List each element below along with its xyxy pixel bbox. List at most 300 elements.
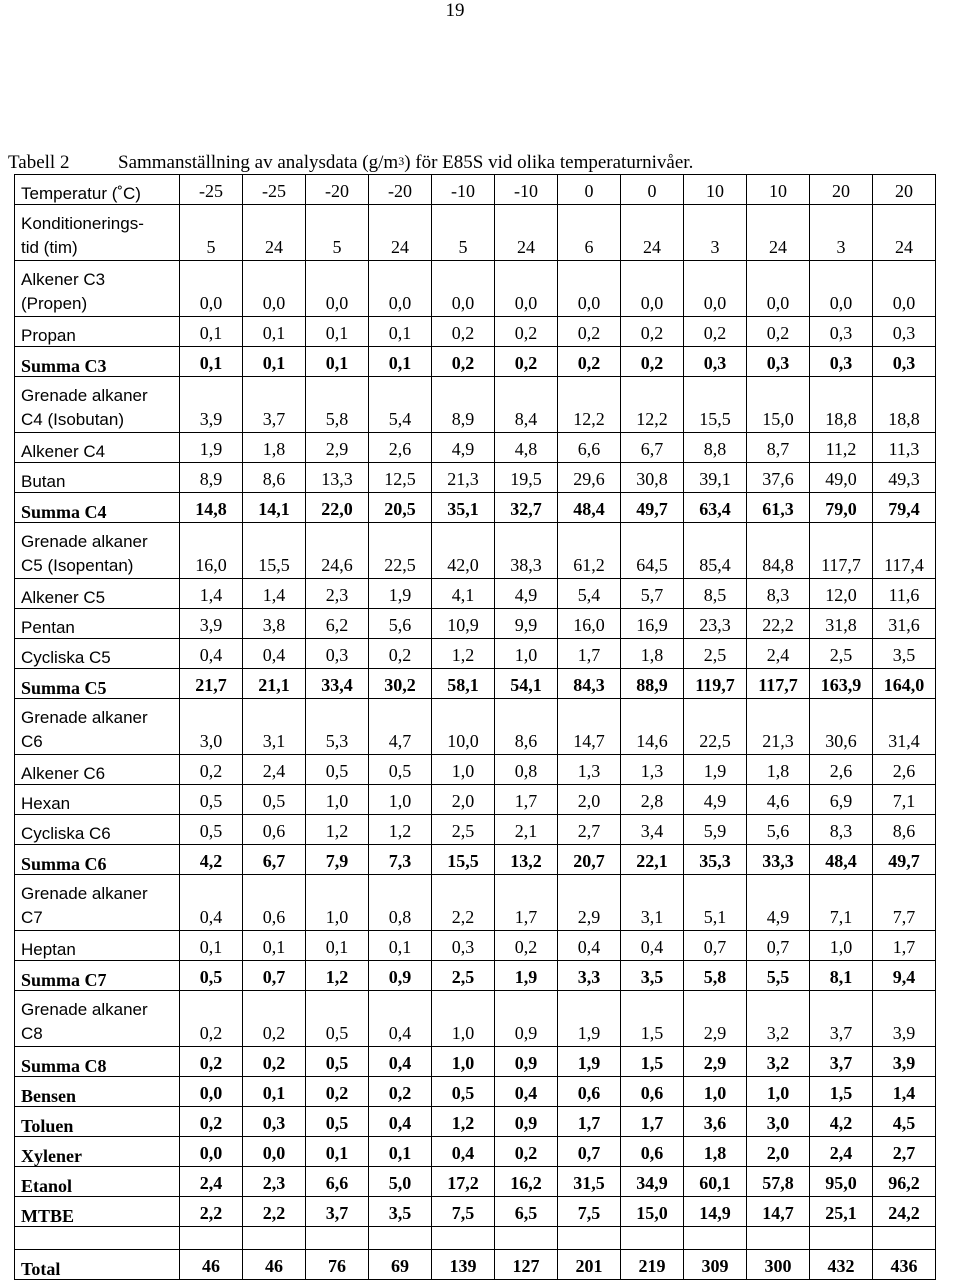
table-row: [15, 1197, 936, 1227]
table-cell: 0,4: [369, 991, 432, 1047]
table-cell: 0,5: [180, 815, 243, 845]
table-cell: 14,9: [684, 1197, 747, 1227]
table-row: [15, 317, 936, 347]
row-label: Etanol: [15, 1167, 180, 1197]
table-cell: 34,9: [621, 1167, 684, 1197]
table-cell: 6,6: [558, 433, 621, 463]
spacer-cell: [369, 1227, 432, 1250]
table-cell: 7,1: [810, 875, 873, 931]
table-cell: 31,5: [558, 1167, 621, 1197]
table-row: [15, 845, 936, 875]
row-label: Hexan: [15, 785, 180, 815]
total-cell: 127: [495, 1250, 558, 1280]
total-cell: 46: [180, 1250, 243, 1280]
total-cell: 309: [684, 1250, 747, 1280]
header-temperature-cell: -10: [432, 175, 495, 205]
table-cell: 3,3: [558, 961, 621, 991]
table-cell: 30,8: [621, 463, 684, 493]
spacer-cell: [621, 1227, 684, 1250]
table-cell: 0,1: [306, 317, 369, 347]
table-cell: 11,6: [873, 579, 936, 609]
table-cell: 12,0: [810, 579, 873, 609]
table-cell: 1,9: [684, 755, 747, 785]
table-cell: 5,9: [684, 815, 747, 845]
table-cell: 0,2: [180, 1107, 243, 1137]
table-row: [15, 377, 936, 433]
header-temperature-cell: -10: [495, 175, 558, 205]
table-cell: 117,7: [810, 523, 873, 579]
table-cell: 10,0: [432, 699, 495, 755]
row-label-line: Grenade alkaner: [21, 386, 148, 405]
row-label: Pentan: [15, 609, 180, 639]
table-cell: 1,5: [810, 1077, 873, 1107]
header-time-cell: 24: [243, 205, 306, 261]
table-row: [15, 493, 936, 523]
table-cell: 3,1: [243, 699, 306, 755]
table-cell: 0,3: [873, 347, 936, 377]
table-cell: 1,0: [432, 1047, 495, 1077]
table-cell: 1,8: [684, 1137, 747, 1167]
table-row: [15, 433, 936, 463]
table-cell: 2,8: [621, 785, 684, 815]
table-cell: 22,5: [369, 523, 432, 579]
table-cell: 0,1: [369, 931, 432, 961]
row-label: Heptan: [15, 931, 180, 961]
table-cell: 20,5: [369, 493, 432, 523]
table-cell: 79,0: [810, 493, 873, 523]
table-cell: 8,4: [495, 377, 558, 433]
table-cell: 21,3: [747, 699, 810, 755]
table-cell: 3,4: [621, 815, 684, 845]
table-cell: 4,5: [873, 1107, 936, 1137]
table-cell: 11,2: [810, 433, 873, 463]
table-cell: 31,8: [810, 609, 873, 639]
table-cell: 2,1: [495, 815, 558, 845]
table-cell: 1,4: [243, 579, 306, 609]
table-cell: 84,3: [558, 669, 621, 699]
table-cell: 0,7: [747, 931, 810, 961]
spacer-cell: [810, 1227, 873, 1250]
row-label: Bensen: [15, 1077, 180, 1107]
table-cell: 1,7: [558, 639, 621, 669]
header-temperature-cell: 0: [558, 175, 621, 205]
table-cell: 0,0: [243, 261, 306, 317]
table-cell: 1,2: [306, 961, 369, 991]
table-cell: 12,2: [621, 377, 684, 433]
table-row: [15, 1167, 936, 1197]
table-cell: 0,0: [747, 261, 810, 317]
table-cell: 0,2: [495, 931, 558, 961]
table-cell: 63,4: [684, 493, 747, 523]
table-cell: 1,7: [495, 785, 558, 815]
header-temperature-cell: 0: [621, 175, 684, 205]
table-cell: 3,7: [243, 377, 306, 433]
table-cell: 5,8: [684, 961, 747, 991]
table-cell: 48,4: [558, 493, 621, 523]
table-cell: 1,9: [180, 433, 243, 463]
table-cell: 0,9: [495, 991, 558, 1047]
table-cell: 61,2: [558, 523, 621, 579]
table-cell: 2,0: [747, 1137, 810, 1167]
table-cell: 0,6: [558, 1077, 621, 1107]
table-cell: 0,7: [558, 1137, 621, 1167]
row-label-line: Grenade alkaner: [21, 708, 148, 727]
table-cell: 14,1: [243, 493, 306, 523]
table-cell: 0,5: [180, 785, 243, 815]
header-time-cell: 5: [180, 205, 243, 261]
table-cell: 0,5: [306, 1107, 369, 1137]
table-cell: 0,4: [432, 1137, 495, 1167]
header-temperature-cell: 10: [747, 175, 810, 205]
total-cell: 139: [432, 1250, 495, 1280]
table-row: [15, 579, 936, 609]
table-cell: 0,2: [747, 317, 810, 347]
table-cell: 10,9: [432, 609, 495, 639]
table-cell: 0,0: [810, 261, 873, 317]
table-cell: 2,5: [432, 961, 495, 991]
table-cell: 3,7: [306, 1197, 369, 1227]
table-cell: 24,6: [306, 523, 369, 579]
table-cell: 1,4: [873, 1077, 936, 1107]
table-cell: 0,0: [873, 261, 936, 317]
table-cell: 39,1: [684, 463, 747, 493]
table-cell: 1,9: [558, 991, 621, 1047]
table-caption-text-after: ) för E85S vid olika temperaturnivåer.: [404, 152, 694, 173]
table-cell: 1,0: [684, 1077, 747, 1107]
spacer-cell: [432, 1227, 495, 1250]
total-cell: 436: [873, 1250, 936, 1280]
table-cell: 13,3: [306, 463, 369, 493]
table-cell: 0,5: [180, 961, 243, 991]
table-cell: 3,5: [873, 639, 936, 669]
table-cell: 49,3: [873, 463, 936, 493]
table-row: [15, 639, 936, 669]
table-cell: 0,3: [684, 347, 747, 377]
table-cell: 20,7: [558, 845, 621, 875]
table-row: [15, 669, 936, 699]
table-cell: 2,9: [558, 875, 621, 931]
table-cell: 8,8: [684, 433, 747, 463]
row-label-line: C6: [21, 732, 43, 751]
row-label: Alkener C5: [15, 579, 180, 609]
table-row: [15, 523, 936, 579]
table-cell: 1,2: [432, 639, 495, 669]
table-cell: 0,8: [369, 875, 432, 931]
table-cell: 0,2: [621, 317, 684, 347]
row-label: Cycliska C6: [15, 815, 180, 845]
table-cell: 12,5: [369, 463, 432, 493]
header-time-label-line-2: tid (tim): [21, 238, 78, 257]
table-cell: 22,2: [747, 609, 810, 639]
table-cell: 95,0: [810, 1167, 873, 1197]
table-cell: 2,0: [432, 785, 495, 815]
total-cell: 432: [810, 1250, 873, 1280]
header-temperature-cell: -20: [306, 175, 369, 205]
table-cell: 24,2: [873, 1197, 936, 1227]
table-row: [15, 961, 936, 991]
table-cell: 2,2: [432, 875, 495, 931]
table-cell: 0,1: [306, 347, 369, 377]
total-cell: 201: [558, 1250, 621, 1280]
table-cell: 0,5: [306, 991, 369, 1047]
table-cell: 4,8: [495, 433, 558, 463]
table-cell: 0,3: [810, 317, 873, 347]
table-cell: 0,5: [306, 755, 369, 785]
table-caption-label: Tabell 2: [8, 152, 70, 173]
table-cell: 1,0: [810, 931, 873, 961]
table-cell: 30,6: [810, 699, 873, 755]
table-cell: 0,2: [684, 317, 747, 347]
table-cell: 2,7: [558, 815, 621, 845]
table-cell: 5,5: [747, 961, 810, 991]
table-cell: 163,9: [810, 669, 873, 699]
header-time-label: [15, 205, 180, 261]
table-cell: 3,1: [621, 875, 684, 931]
table-cell: 0,2: [495, 317, 558, 347]
table-cell: 1,4: [180, 579, 243, 609]
header-time-label-line-1: Konditionerings-: [21, 214, 144, 233]
table-cell: 61,3: [747, 493, 810, 523]
table-cell: 15,5: [684, 377, 747, 433]
table-cell: 18,8: [810, 377, 873, 433]
table-cell: 117,7: [747, 669, 810, 699]
header-temperature-label: Temperatur (˚C): [15, 175, 180, 205]
header-time-cell: 6: [558, 205, 621, 261]
row-label: Summa C5: [15, 669, 180, 699]
table-cell: 48,4: [810, 845, 873, 875]
table-row: [15, 261, 936, 317]
table-cell: 1,9: [495, 961, 558, 991]
table-cell: 0,2: [180, 755, 243, 785]
table-cell: 0,4: [558, 931, 621, 961]
spacer-cell: [684, 1227, 747, 1250]
table-cell: 0,3: [810, 347, 873, 377]
table-cell: 33,3: [747, 845, 810, 875]
table-cell: 1,2: [432, 1107, 495, 1137]
table-cell: 0,2: [495, 1137, 558, 1167]
spacer-cell: [180, 1227, 243, 1250]
table-cell: 0,0: [180, 1137, 243, 1167]
table-cell: 6,6: [306, 1167, 369, 1197]
row-label: [15, 377, 180, 433]
table-cell: 0,2: [621, 347, 684, 377]
table-cell: 1,0: [369, 785, 432, 815]
table-cell: 5,0: [369, 1167, 432, 1197]
table-cell: 8,3: [810, 815, 873, 845]
table-caption: [8, 152, 693, 174]
table-row: [15, 931, 936, 961]
table-cell: 21,3: [432, 463, 495, 493]
spacer-cell: [15, 1227, 180, 1250]
table-cell: 38,3: [495, 523, 558, 579]
table-cell: 7,5: [432, 1197, 495, 1227]
table-cell: 0,0: [432, 261, 495, 317]
table-cell: 7,3: [369, 845, 432, 875]
table-cell: 9,4: [873, 961, 936, 991]
table-cell: 3,0: [747, 1107, 810, 1137]
table-cell: 0,3: [243, 1107, 306, 1137]
table-cell: 3,9: [180, 609, 243, 639]
spacer-cell: [747, 1227, 810, 1250]
table-cell: 0,7: [684, 931, 747, 961]
table-cell: 0,6: [621, 1077, 684, 1107]
table-cell: 6,7: [621, 433, 684, 463]
table-cell: 29,6: [558, 463, 621, 493]
table-row: [15, 755, 936, 785]
table-cell: 1,3: [621, 755, 684, 785]
table-cell: 60,1: [684, 1167, 747, 1197]
analysis-table: [14, 174, 936, 1280]
table-cell: 3,7: [810, 991, 873, 1047]
row-label: Toluen: [15, 1107, 180, 1137]
table-cell: 85,4: [684, 523, 747, 579]
table-cell: 1,7: [621, 1107, 684, 1137]
table-cell: 5,4: [558, 579, 621, 609]
table-cell: 7,5: [558, 1197, 621, 1227]
table-cell: 0,5: [243, 785, 306, 815]
spacer-cell: [306, 1227, 369, 1250]
table-cell: 22,1: [621, 845, 684, 875]
table-cell: 5,6: [747, 815, 810, 845]
table-cell: 2,5: [810, 639, 873, 669]
table-cell: 21,7: [180, 669, 243, 699]
table-cell: 0,3: [873, 317, 936, 347]
table-cell: 31,6: [873, 609, 936, 639]
header-time-cell: 24: [495, 205, 558, 261]
table-cell: 8,5: [684, 579, 747, 609]
table-cell: 22,5: [684, 699, 747, 755]
row-label: Summa C3: [15, 347, 180, 377]
table-cell: 0,5: [432, 1077, 495, 1107]
table-cell: 5,8: [306, 377, 369, 433]
row-label-line: Grenade alkaner: [21, 884, 148, 903]
table-cell: 6,7: [243, 845, 306, 875]
header-time-cell: 5: [432, 205, 495, 261]
table-cell: 31,4: [873, 699, 936, 755]
table-cell: 1,9: [558, 1047, 621, 1077]
table-cell: 4,1: [432, 579, 495, 609]
table-cell: 14,8: [180, 493, 243, 523]
table-cell: 57,8: [747, 1167, 810, 1197]
header-temperature-row: [15, 175, 936, 205]
table-cell: 5,6: [369, 609, 432, 639]
table-cell: 1,0: [432, 755, 495, 785]
table-cell: 3,9: [180, 377, 243, 433]
table-cell: 3,5: [621, 961, 684, 991]
table-cell: 7,1: [873, 785, 936, 815]
table-cell: 1,7: [495, 875, 558, 931]
table-cell: 0,3: [306, 639, 369, 669]
table-cell: 0,3: [432, 931, 495, 961]
spacer-row: [15, 1227, 936, 1250]
table-cell: 2,7: [873, 1137, 936, 1167]
table-cell: 0,3: [747, 347, 810, 377]
table-cell: 2,3: [243, 1167, 306, 1197]
row-label: Butan: [15, 463, 180, 493]
row-label: Propan: [15, 317, 180, 347]
table-row: [15, 991, 936, 1047]
table-cell: 3,9: [873, 1047, 936, 1077]
table-row: [15, 785, 936, 815]
table-cell: 0,6: [243, 815, 306, 845]
table-cell: 0,5: [369, 755, 432, 785]
table-cell: 15,5: [243, 523, 306, 579]
table-cell: 3,7: [810, 1047, 873, 1077]
table-cell: 0,6: [621, 1137, 684, 1167]
table-cell: 2,2: [243, 1197, 306, 1227]
table-cell: 1,0: [306, 875, 369, 931]
table-cell: 96,2: [873, 1167, 936, 1197]
table-cell: 8,6: [243, 463, 306, 493]
table-cell: 3,9: [873, 991, 936, 1047]
table-cell: 4,6: [747, 785, 810, 815]
table-cell: 2,4: [810, 1137, 873, 1167]
table-row: [15, 815, 936, 845]
table-cell: 33,4: [306, 669, 369, 699]
row-label: [15, 991, 180, 1047]
table-cell: 35,1: [432, 493, 495, 523]
row-label: Summa C7: [15, 961, 180, 991]
table-row: [15, 1047, 936, 1077]
table-cell: 4,2: [810, 1107, 873, 1137]
table-cell: 8,1: [810, 961, 873, 991]
table-row: [15, 1107, 936, 1137]
table-cell: 22,0: [306, 493, 369, 523]
row-label: [15, 699, 180, 755]
table-cell: 0,2: [369, 1077, 432, 1107]
table-cell: 3,6: [684, 1107, 747, 1137]
table-cell: 0,2: [495, 347, 558, 377]
table-row: [15, 875, 936, 931]
table-cell: 2,2: [180, 1197, 243, 1227]
table-cell: 3,2: [747, 991, 810, 1047]
table-cell: 3,8: [243, 609, 306, 639]
table-row: [15, 347, 936, 377]
row-label-line: Alkener C3: [21, 270, 106, 289]
table-cell: 0,4: [243, 639, 306, 669]
table-cell: 2,6: [873, 755, 936, 785]
table-cell: 37,6: [747, 463, 810, 493]
table-cell: 0,8: [495, 755, 558, 785]
row-label: Summa C4: [15, 493, 180, 523]
analysis-table-body: [15, 175, 936, 1280]
table-cell: 15,0: [747, 377, 810, 433]
table-cell: 1,5: [621, 991, 684, 1047]
table-cell: 49,7: [873, 845, 936, 875]
table-cell: 2,4: [747, 639, 810, 669]
row-label: Cycliska C5: [15, 639, 180, 669]
table-cell: 5,7: [621, 579, 684, 609]
table-cell: 3,2: [747, 1047, 810, 1077]
table-cell: 25,1: [810, 1197, 873, 1227]
row-label: Summa C8: [15, 1047, 180, 1077]
table-cell: 0,2: [243, 991, 306, 1047]
row-label: Alkener C4: [15, 433, 180, 463]
table-cell: 1,7: [873, 931, 936, 961]
row-label-line: C7: [21, 908, 43, 927]
row-label-line: C5 (Isopentan): [21, 556, 134, 575]
table-cell: 0,2: [369, 639, 432, 669]
table-cell: 2,9: [684, 1047, 747, 1077]
total-cell: 46: [243, 1250, 306, 1280]
row-label: [15, 523, 180, 579]
total-cell: 69: [369, 1250, 432, 1280]
table-cell: 1,5: [621, 1047, 684, 1077]
table-cell: 8,6: [495, 699, 558, 755]
table-cell: 14,6: [621, 699, 684, 755]
table-cell: 0,0: [621, 261, 684, 317]
table-cell: 2,3: [306, 579, 369, 609]
